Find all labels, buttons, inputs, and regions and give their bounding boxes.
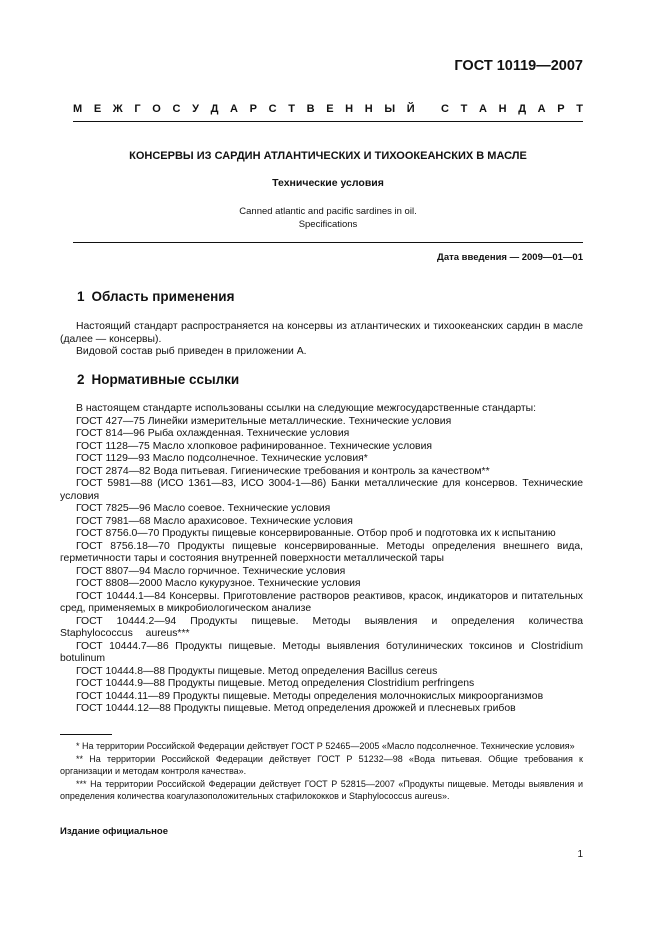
banner-letter: Ж xyxy=(112,103,123,115)
section-1-number: 1 xyxy=(77,289,85,304)
section-2-intro: В настоящем стандарте использованы ссылки на следующие межгосударственные стандарты: xyxy=(76,403,537,414)
reference-item: ГОСТ 10444.8—88 Продукты пищевые. Метод определения Bacillus cereus xyxy=(76,665,438,677)
reference-item: ГОСТ 10444.2—94 Продукты пищевые. Методы выявления и определения количества Staphylococcus aureus*** xyxy=(60,615,583,639)
banner-letter: С xyxy=(268,103,277,115)
english-title-line-1: Canned atlantic and pacific sardines in oil. xyxy=(239,206,417,217)
banner-letter: Т xyxy=(576,103,583,115)
banner-letter: У xyxy=(192,103,199,115)
banner-letter: М xyxy=(73,103,83,115)
banner-letter: Г xyxy=(134,103,141,115)
section-1-heading xyxy=(77,289,234,304)
standard-code: ГОСТ 10119—2007 xyxy=(454,58,583,74)
introduction-date: Дата введения — 2009—01—01 xyxy=(437,252,583,263)
document-title: КОНСЕРВЫ ИЗ САРДИН АТЛАНТИЧЕСКИХ И ТИХООКЕАНСКИХ В МАСЛЕ xyxy=(129,150,527,162)
section-1-title: Область применения xyxy=(91,289,235,304)
banner-letter: Е xyxy=(93,103,102,115)
reference-item: ГОСТ 1129—93 Масло подсолнечное. Технические условия* xyxy=(76,453,368,464)
section-1-paragraph: Настоящий стандарт распространяется на консервы из атлантических и тихоокеанских сардин в масле (далее — консервы). xyxy=(60,321,583,345)
banner-gap xyxy=(426,103,429,115)
banner-letter: А xyxy=(230,103,238,115)
english-title-line-2: Specifications xyxy=(298,219,358,230)
header-divider xyxy=(73,121,583,122)
banner-letter: С xyxy=(441,103,449,115)
banner-letter: О xyxy=(152,103,161,115)
reference-item: ГОСТ 1128—75 Масло хлопковое рафинированное. Технические условия xyxy=(76,440,432,452)
title-divider xyxy=(73,242,583,243)
section-1-body xyxy=(60,321,583,359)
banner-letter: Т xyxy=(460,103,468,115)
reference-item: ГОСТ 8808—2000 Масло кукурузное. Технические условия xyxy=(76,578,361,589)
reference-item: ГОСТ 7825—96 Масло соевое. Технические условия xyxy=(76,503,331,514)
banner-letter: Й xyxy=(406,103,415,115)
reference-item: ГОСТ 10444.11—89 Продукты пищевые. Методы определения молочнокислых микроорганизмов xyxy=(76,690,544,702)
section-2-number: 2 xyxy=(77,372,85,387)
page-number: 1 xyxy=(577,849,583,860)
reference-item: ГОСТ 814—96 Рыба охлажденная. Технические условия xyxy=(76,428,350,439)
interstate-standard-banner xyxy=(73,103,583,115)
banner-letter: А xyxy=(537,103,546,115)
reference-item: ГОСТ 10444.9—88 Продукты пищевые. Метод определения Clostridium perfringens xyxy=(76,678,475,689)
banner-letter: Д xyxy=(210,103,219,115)
footnote: ** На территории Российской Федерации действует ГОСТ Р 51232—98 «Вода питьевая. Общие требования к организации и методам контроля качества». xyxy=(60,753,583,776)
section-2-body xyxy=(60,403,583,716)
normative-references-list xyxy=(60,416,583,716)
section-2-title: Нормативные ссылки xyxy=(91,372,240,387)
footnote: * На территории Российской Федерации действует ГОСТ Р 52465—2005 «Масло подсолнечное. Технические условия» xyxy=(76,741,575,751)
reference-item: ГОСТ 8756.0—70 Продукты пищевые консервированные. Отбор проб и подготовка их к испытанию xyxy=(76,528,556,539)
english-title xyxy=(73,205,583,231)
document-subtitle: Технические условия xyxy=(272,177,384,189)
banner-letter: Т xyxy=(288,103,295,115)
banner-letter: А xyxy=(479,103,487,115)
reference-item: ГОСТ 8807—94 Масло горчичное. Технические условия xyxy=(76,565,346,577)
section-1-paragraph: Видовой состав рыб приведен в приложении А. xyxy=(76,346,307,357)
banner-letter: Ы xyxy=(384,103,396,115)
footnotes xyxy=(60,740,583,803)
reference-item: ГОСТ 5981—88 (ИСО 1361—83, ИСО 3004-1—86) Банки металлические для консервов. Технические условия xyxy=(60,478,583,502)
banner-letter: Д xyxy=(518,103,527,115)
reference-item: ГОСТ 10444.7—86 Продукты пищевые. Методы выявления ботулинических токсинов и Clostridium botulinum xyxy=(60,640,583,664)
banner-letter: Н xyxy=(345,103,354,115)
footnote: *** На территории Российской Федерации действует ГОСТ Р 52815—2007 «Продукты пищевые. Методы выявления и определения количества коагулазоположительных стафилококков и Staphylococcus aureus». xyxy=(60,778,583,801)
banner-letter: Н xyxy=(364,103,373,115)
banner-letter: В xyxy=(306,103,315,115)
footnote-divider xyxy=(60,734,112,735)
reference-item: ГОСТ 2874—82 Вода питьевая. Гигиенические требования и контроль за качеством** xyxy=(76,465,490,477)
reference-item: ГОСТ 8756.18—70 Продукты пищевые консервированные. Методы определения внешнего вида, герметичности тары и состояния внутренней поверхности металлической тары xyxy=(60,540,583,564)
official-edition-label: Издание официальное xyxy=(60,826,168,837)
section-2-heading xyxy=(77,372,239,387)
banner-letter: Р xyxy=(249,103,257,115)
banner-letter: Е xyxy=(326,103,334,115)
banner-letter: Н xyxy=(498,103,507,115)
reference-item: ГОСТ 7981—68 Масло арахисовое. Технические условия xyxy=(76,515,353,527)
banner-letter: С xyxy=(172,103,181,115)
reference-item: ГОСТ 10444.1—84 Консервы. Приготовление растворов реактивов, красок, индикаторов и питательных сред, применяемых в микробиологическом анализе xyxy=(60,590,583,614)
reference-item: ГОСТ 427—75 Линейки измерительные металлические. Технические условия xyxy=(76,415,452,427)
reference-item: ГОСТ 10444.12—88 Продукты пищевые. Метод определения дрожжей и плесневых грибов xyxy=(76,703,516,714)
banner-letter: Р xyxy=(557,103,565,115)
